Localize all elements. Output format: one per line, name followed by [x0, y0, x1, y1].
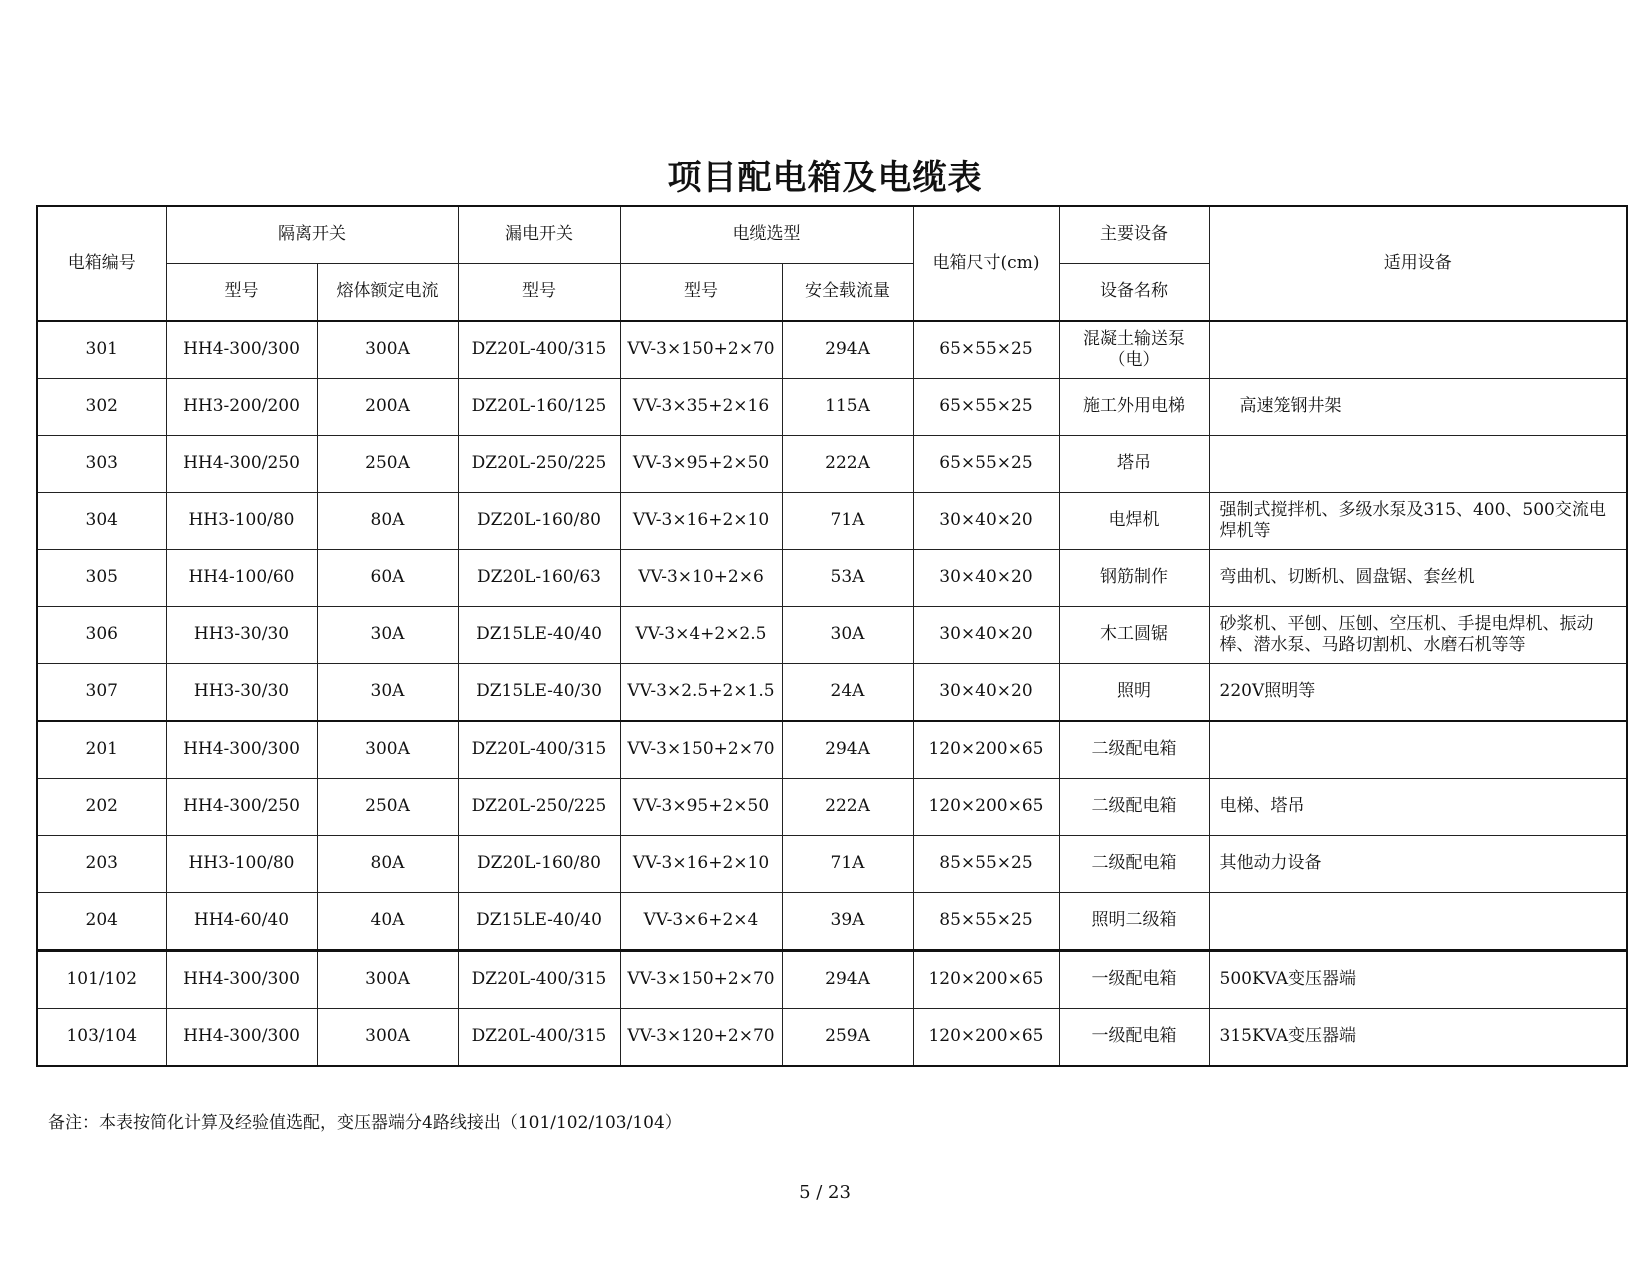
cable-model-cell: VV-3×35+2×16 [620, 379, 782, 436]
page-title: 项目配电箱及电缆表 [667, 158, 983, 198]
box-size-cell: 120×200×65 [913, 721, 1059, 779]
equipment-name-cell: 施工外用电梯 [1059, 379, 1209, 436]
box-no-cell: 302 [37, 379, 166, 436]
applicable-equipment-cell: 其他动力设备 [1209, 836, 1627, 893]
header-iso-model: 型号 [166, 264, 317, 322]
box-no-cell: 305 [37, 550, 166, 607]
cable-model-cell: VV-3×95+2×50 [620, 779, 782, 836]
fuse-current-cell: 250A [317, 779, 458, 836]
box-no-cell: 301 [37, 321, 166, 379]
box-no-cell: 103/104 [37, 1009, 166, 1067]
table-row [37, 379, 1627, 436]
box-no-cell: 303 [37, 436, 166, 493]
applicable-equipment-cell: 500KVA变压器端 [1209, 951, 1627, 1009]
applicable-equipment-cell: 砂浆机、平刨、压刨、空压机、手提电焊机、振动棒、潜水泵、马路切割机、水磨石机等等 [1209, 607, 1627, 664]
iso-model-cell: HH3-200/200 [166, 379, 317, 436]
leak-model-cell: DZ20L-400/315 [458, 951, 620, 1009]
box-size-cell: 65×55×25 [913, 379, 1059, 436]
box-no-cell: 204 [37, 893, 166, 951]
safe-current-cell: 53A [782, 550, 913, 607]
box-size-cell: 120×200×65 [913, 779, 1059, 836]
header-cable-selection: 电缆选型 [620, 206, 913, 264]
box-no-cell: 306 [37, 607, 166, 664]
header-leakage-switch: 漏电开关 [458, 206, 620, 264]
box-size-cell: 85×55×25 [913, 893, 1059, 951]
leak-model-cell: DZ20L-160/80 [458, 836, 620, 893]
box-size-cell: 30×40×20 [913, 493, 1059, 550]
applicable-equipment-cell: 315KVA变压器端 [1209, 1009, 1627, 1067]
header-cable-model: 型号 [620, 264, 782, 322]
header-leak-model: 型号 [458, 264, 620, 322]
cable-model-cell: VV-3×2.5+2×1.5 [620, 664, 782, 722]
iso-model-cell: HH4-100/60 [166, 550, 317, 607]
header-isolation-switch: 隔离开关 [166, 206, 458, 264]
box-no-cell: 203 [37, 836, 166, 893]
header-box-no: 电箱编号 [37, 206, 166, 321]
box-size-cell: 30×40×20 [913, 664, 1059, 722]
safe-current-cell: 30A [782, 607, 913, 664]
equipment-name-cell: 混凝土输送泵（电） [1059, 321, 1209, 379]
equipment-name-cell: 电焊机 [1059, 493, 1209, 550]
box-size-cell: 30×40×20 [913, 550, 1059, 607]
fuse-current-cell: 200A [317, 379, 458, 436]
table-row [37, 550, 1627, 607]
equipment-name-cell: 一级配电箱 [1059, 1009, 1209, 1067]
leak-model-cell: DZ15LE-40/30 [458, 664, 620, 722]
table-row [37, 436, 1627, 493]
cable-model-cell: VV-3×4+2×2.5 [620, 607, 782, 664]
cable-model-cell: VV-3×95+2×50 [620, 436, 782, 493]
header-safe-current: 安全载流量 [782, 264, 913, 322]
leak-model-cell: DZ20L-400/315 [458, 321, 620, 379]
equipment-name-cell: 照明 [1059, 664, 1209, 722]
header-equipment-name: 设备名称 [1059, 264, 1209, 322]
page-number: 5 / 23 [799, 1182, 851, 1203]
leak-model-cell: DZ20L-250/225 [458, 779, 620, 836]
box-no-cell: 201 [37, 721, 166, 779]
iso-model-cell: HH4-300/250 [166, 779, 317, 836]
applicable-equipment-cell: 220V照明等 [1209, 664, 1627, 722]
table-row [37, 607, 1627, 664]
cable-model-cell: VV-3×16+2×10 [620, 493, 782, 550]
fuse-current-cell: 300A [317, 951, 458, 1009]
cable-model-cell: VV-3×120+2×70 [620, 1009, 782, 1067]
table-row [37, 1009, 1627, 1067]
header-applicable-equipment: 适用设备 [1209, 206, 1627, 321]
safe-current-cell: 115A [782, 379, 913, 436]
equipment-name-cell: 一级配电箱 [1059, 951, 1209, 1009]
table-row [37, 779, 1627, 836]
box-size-cell: 65×55×25 [913, 321, 1059, 379]
box-size-cell: 120×200×65 [913, 1009, 1059, 1067]
cable-model-cell: VV-3×150+2×70 [620, 721, 782, 779]
header-box-size: 电箱尺寸(cm) [913, 206, 1059, 321]
leak-model-cell: DZ20L-250/225 [458, 436, 620, 493]
applicable-equipment-cell [1209, 321, 1627, 379]
applicable-equipment-cell: 电梯、塔吊 [1209, 779, 1627, 836]
leak-model-cell: DZ20L-160/80 [458, 493, 620, 550]
iso-model-cell: HH4-60/40 [166, 893, 317, 951]
cable-model-cell: VV-3×150+2×70 [620, 951, 782, 1009]
cable-model-cell: VV-3×10+2×6 [620, 550, 782, 607]
table-row [37, 721, 1627, 779]
equipment-name-cell: 照明二级箱 [1059, 893, 1209, 951]
equipment-name-cell: 塔吊 [1059, 436, 1209, 493]
fuse-current-cell: 80A [317, 836, 458, 893]
header-fuse-current: 熔体额定电流 [317, 264, 458, 322]
fuse-current-cell: 30A [317, 664, 458, 722]
safe-current-cell: 71A [782, 493, 913, 550]
box-no-cell: 101/102 [37, 951, 166, 1009]
header-main-equipment: 主要设备 [1059, 206, 1209, 264]
table-row [37, 493, 1627, 550]
fuse-current-cell: 30A [317, 607, 458, 664]
iso-model-cell: HH4-300/300 [166, 721, 317, 779]
leak-model-cell: DZ20L-160/63 [458, 550, 620, 607]
fuse-current-cell: 300A [317, 721, 458, 779]
table-row [37, 321, 1627, 379]
applicable-equipment-cell: 强制式搅拌机、多级水泵及315、400、500交流电焊机等 [1209, 493, 1627, 550]
leak-model-cell: DZ15LE-40/40 [458, 893, 620, 951]
safe-current-cell: 39A [782, 893, 913, 951]
safe-current-cell: 294A [782, 321, 913, 379]
fuse-current-cell: 250A [317, 436, 458, 493]
footnote: 备注：本表按简化计算及经验值选配，变压器端分4路线接出（101/102/103/104） [48, 1113, 682, 1133]
equipment-name-cell: 二级配电箱 [1059, 779, 1209, 836]
box-no-cell: 304 [37, 493, 166, 550]
safe-current-cell: 24A [782, 664, 913, 722]
fuse-current-cell: 80A [317, 493, 458, 550]
table-row [37, 893, 1627, 951]
table-row [37, 951, 1627, 1009]
equipment-name-cell: 木工圆锯 [1059, 607, 1209, 664]
cable-model-cell: VV-3×6+2×4 [620, 893, 782, 951]
safe-current-cell: 71A [782, 836, 913, 893]
box-size-cell: 30×40×20 [913, 607, 1059, 664]
leak-model-cell: DZ15LE-40/40 [458, 607, 620, 664]
fuse-current-cell: 40A [317, 893, 458, 951]
leak-model-cell: DZ20L-160/125 [458, 379, 620, 436]
fuse-current-cell: 300A [317, 321, 458, 379]
equipment-name-cell: 钢筋制作 [1059, 550, 1209, 607]
iso-model-cell: HH3-30/30 [166, 607, 317, 664]
iso-model-cell: HH4-300/300 [166, 321, 317, 379]
leak-model-cell: DZ20L-400/315 [458, 1009, 620, 1067]
safe-current-cell: 222A [782, 436, 913, 493]
applicable-equipment-cell: 高速笼钢井架 [1209, 379, 1627, 436]
box-no-cell: 202 [37, 779, 166, 836]
equipment-name-cell: 二级配电箱 [1059, 836, 1209, 893]
safe-current-cell: 294A [782, 721, 913, 779]
iso-model-cell: HH3-100/80 [166, 836, 317, 893]
equipment-name-cell: 二级配电箱 [1059, 721, 1209, 779]
box-size-cell: 65×55×25 [913, 436, 1059, 493]
box-size-cell: 120×200×65 [913, 951, 1059, 1009]
box-no-cell: 307 [37, 664, 166, 722]
leak-model-cell: DZ20L-400/315 [458, 721, 620, 779]
iso-model-cell: HH4-300/250 [166, 436, 317, 493]
iso-model-cell: HH4-300/300 [166, 1009, 317, 1067]
cable-model-cell: VV-3×150+2×70 [620, 321, 782, 379]
applicable-equipment-cell [1209, 721, 1627, 779]
table-row [37, 664, 1627, 722]
safe-current-cell: 222A [782, 779, 913, 836]
box-size-cell: 85×55×25 [913, 836, 1059, 893]
applicable-equipment-cell [1209, 436, 1627, 493]
distribution-box-cable-table [36, 205, 1628, 1067]
iso-model-cell: HH3-30/30 [166, 664, 317, 722]
cable-model-cell: VV-3×16+2×10 [620, 836, 782, 893]
table-row [37, 836, 1627, 893]
iso-model-cell: HH3-100/80 [166, 493, 317, 550]
safe-current-cell: 259A [782, 1009, 913, 1067]
iso-model-cell: HH4-300/300 [166, 951, 317, 1009]
safe-current-cell: 294A [782, 951, 913, 1009]
fuse-current-cell: 300A [317, 1009, 458, 1067]
fuse-current-cell: 60A [317, 550, 458, 607]
applicable-equipment-cell [1209, 893, 1627, 951]
applicable-equipment-cell: 弯曲机、切断机、圆盘锯、套丝机 [1209, 550, 1627, 607]
